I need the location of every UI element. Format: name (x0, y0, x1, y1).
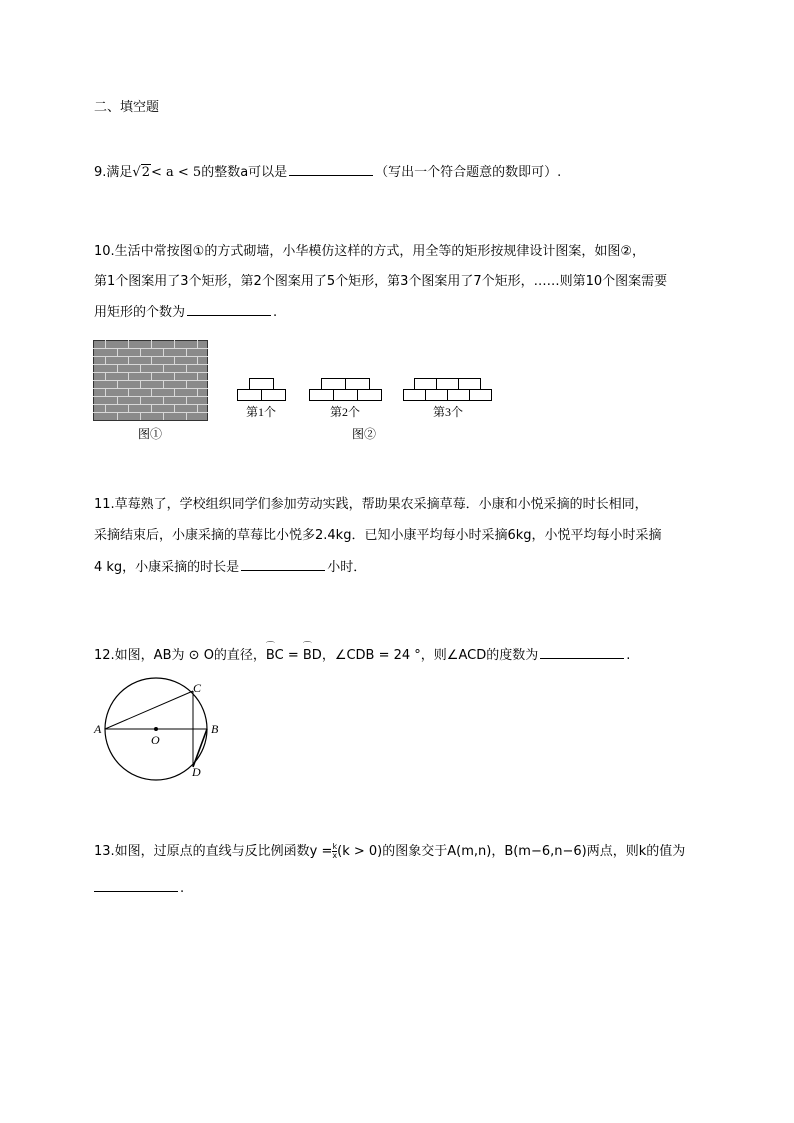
q9-suffix: （写出一个符合题意的数即可）. (375, 165, 562, 180)
q9-sqrt-value: 2 (141, 165, 150, 180)
q11-line2: 采摘结束后，小康采摘的草莓比小悦多2.4kg．已知小康平均每小时采摘6kg，小悦平均每小时采摘 (94, 528, 662, 543)
q10-line1: 10.生活中常按图①的方式砌墙，小华模仿这样的方式，用全等的矩形按规律设计图案，如图②， (94, 244, 645, 259)
q12-suffix: . (626, 648, 631, 663)
arc-bc: ⌒ BC (266, 647, 284, 665)
question-12 (94, 646, 630, 665)
q12-eq: = (283, 648, 303, 663)
point-c-label: C (193, 681, 202, 695)
figure-2-label: 图② (352, 427, 377, 441)
pattern-3-label: 第3个 (433, 405, 464, 419)
q9-inequality: < a < 5 (150, 165, 202, 180)
point-b-label: B (211, 722, 219, 736)
section-title: 二、填空题 (94, 100, 160, 115)
q13-answer-blank[interactable] (94, 879, 178, 892)
q10-line3-prefix: 用矩形的个数为 (94, 305, 186, 320)
q11-line1: 11.草莓熟了，学校组织同学们参加劳动实践，帮助果农采摘草莓．小康和小悦采摘的时长相同， (94, 497, 648, 512)
question-9 (94, 163, 561, 182)
q9-middle: 的整数a可以是 (201, 165, 288, 180)
pattern-2-label: 第2个 (330, 405, 361, 419)
q12-answer-blank[interactable] (540, 646, 624, 659)
center-point (154, 727, 158, 731)
q13-line2 (94, 879, 184, 898)
chord-bd (193, 729, 207, 767)
q13-condition: (k > 0)的图象交于A(m,n)，B(m−6,n−6)两点，则k的值为 (337, 844, 686, 859)
q12-angle-text: ，∠CDB = 24 °，则∠ACD的度数为 (321, 648, 539, 663)
frac-numerator: k (332, 842, 338, 851)
frac-denominator: x (332, 851, 338, 860)
q11-line3 (94, 558, 366, 577)
pattern-1-figure (237, 378, 287, 402)
chord-ac (105, 691, 193, 729)
circle-symbol: ⊙ (188, 648, 200, 663)
q10-line3 (94, 303, 277, 322)
q10-line3-suffix: . (273, 305, 278, 320)
pattern-3-figure (403, 378, 495, 402)
pattern-2-figure (309, 378, 383, 402)
q13-line2-suffix: . (180, 881, 185, 896)
q10-line2: 第1个图案用了3个矩形，第2个图案用了5个矩形，第3个图案用了7个矩形，……则第10个图案需要 (94, 274, 668, 289)
q13-prefix: 13.如图，过原点的直线与反比例函数y = (94, 844, 333, 859)
q12-prefix: 12.如图，AB为 (94, 648, 185, 663)
q11-line3-suffix: 小时． (327, 560, 367, 575)
q9-answer-blank[interactable] (289, 163, 373, 176)
circle-figure (92, 676, 222, 786)
question-13 (94, 843, 685, 861)
point-o-label: O (151, 733, 160, 747)
figure-1-label: 图① (138, 427, 163, 441)
brick-wall-figure (93, 340, 208, 421)
q9-prefix: 9.满足 (94, 165, 133, 180)
q11-line3-prefix: 4 kg，小康采摘的时长是 (94, 560, 240, 575)
arc-bd: ⌒ BD (303, 647, 322, 665)
point-d-label: D (192, 765, 201, 779)
sqrt-symbol: √ (132, 165, 141, 180)
pattern-1-label: 第1个 (246, 405, 277, 419)
q12-o-text: O的直径， (203, 648, 266, 663)
point-a-label: A (94, 722, 102, 736)
q11-answer-blank[interactable] (241, 558, 325, 571)
q10-answer-blank[interactable] (187, 303, 271, 316)
